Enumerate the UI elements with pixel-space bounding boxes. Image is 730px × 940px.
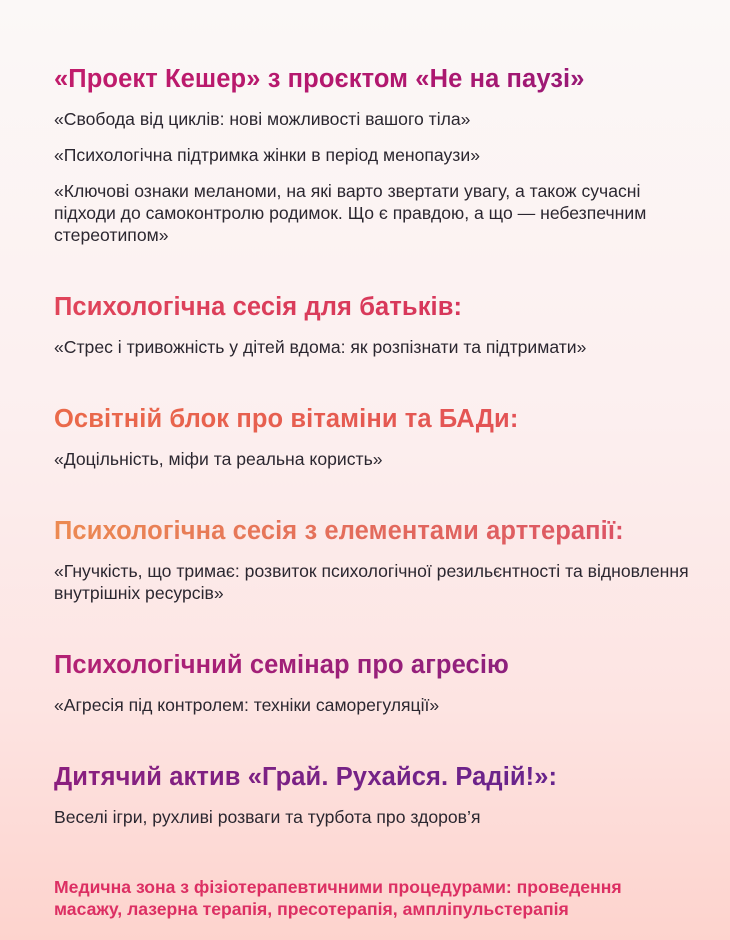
section-art-therapy xyxy=(54,514,694,604)
section-aggression-seminar xyxy=(54,648,694,716)
event-program xyxy=(54,62,694,920)
topic-line: «Гнучкість, що тримає: розвиток психологічної резильєнтності та відновлення внутрішніх ресурсів» xyxy=(54,561,689,603)
section-kesher-project xyxy=(54,62,694,246)
topic-line: Веселі ігри, рухливі розваги та турбота про здоров’я xyxy=(54,807,481,827)
section-parents-session xyxy=(54,290,694,358)
topic-line: «Доцільність, міфи та реальна користь» xyxy=(54,449,383,469)
topic-line: «Психологічна підтримка жінки в період менопаузи» xyxy=(54,145,480,165)
topic-line: «Стрес і тривожність у дітей вдома: як розпізнати та підтримати» xyxy=(54,337,587,357)
section-heading: Дитячий актив «Грай. Рухайся. Радій!»: xyxy=(54,760,694,794)
medical-zone-note: Медична зона з фізіотерапевтичними процедурами: проведення масажу, лазерна терапія, пресотерапія, ампліпульстерапія xyxy=(54,877,622,919)
section-kids-activity xyxy=(54,760,694,828)
section-heading: Психологічна сесія з елементами арттерапії: xyxy=(54,514,694,548)
topic-line: «Свобода від циклів: нові можливості вашого тіла» xyxy=(54,109,471,129)
topic-line: «Ключові ознаки меланоми, на які варто звертати увагу, а також сучасні підходи до самоконтролю родимок. Що є правдою, а що — небезпечним стереотипом» xyxy=(54,181,647,245)
section-heading: «Проект Кешер» з проєктом «Не на паузі» xyxy=(54,62,694,96)
section-heading: Психологічний семінар про агресію xyxy=(54,648,694,682)
section-vitamins-block xyxy=(54,402,694,470)
section-heading: Освітній блок про вітаміни та БАДи: xyxy=(54,402,694,436)
topic-line: «Агресія під контролем: техніки саморегуляції» xyxy=(54,695,440,715)
section-heading: Психологічна сесія для батьків: xyxy=(54,290,694,324)
